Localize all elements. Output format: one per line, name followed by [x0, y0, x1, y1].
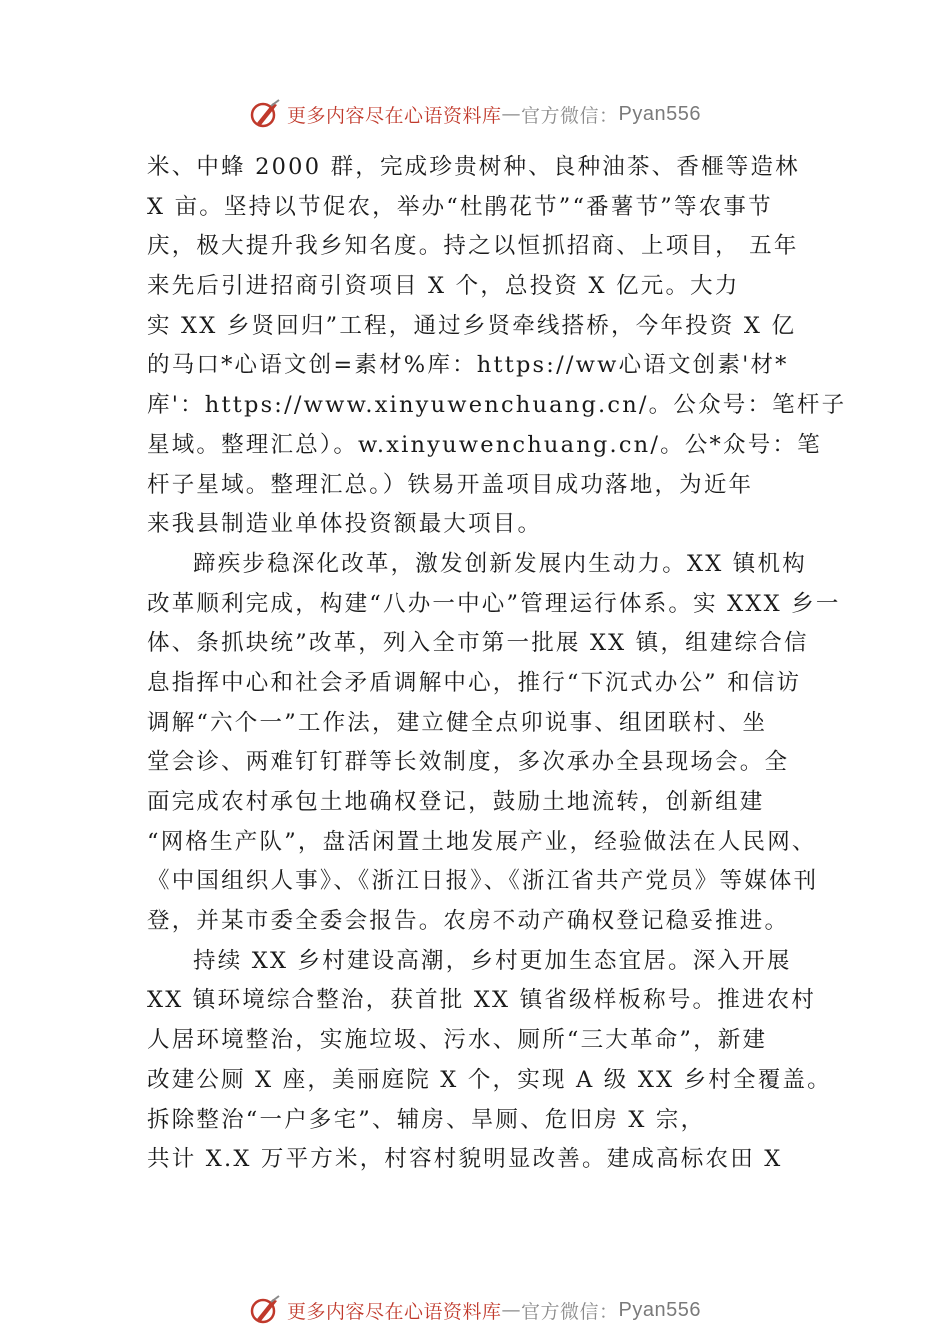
text-line: 登，并某市委全委会报告。农房不动产确权登记稳妥推进。 [147, 908, 790, 935]
text-line: 拆除整治“一户多宅”、辅房、旱厕、危旧房 X 宗， [147, 1106, 706, 1133]
header-banner [0, 94, 950, 134]
text-line: 堂会诊、两难钉钉群等长效制度，多次承办全县现场会。全 [147, 749, 790, 776]
document-body [147, 148, 847, 1180]
text-line: X 亩。坚持以节促农，举办“杜鹃花节”“番薯节”等农事节 [147, 193, 773, 220]
text-line: 改建公厕 X 座，美丽庭院 X 个，实现 A 级 XX 乡村全覆盖。 [147, 1066, 832, 1093]
footer-dash: — [501, 1299, 522, 1321]
text-line: 来我县制造业单体投资额最大项目。 [147, 511, 543, 538]
text-line: “网格生产队”，盘活闲置土地发展产业，经验做法在人民网、 [147, 828, 817, 855]
text-line: 杆子星域。整理汇总。）铁易开盖项目成功落地，为近年 [147, 471, 754, 498]
text-line: 实 XX 乡贤回归”工程，通过乡贤牵线搭桥，今年投资 X 亿 [147, 312, 797, 339]
footer-title: 更多内容尽在心语资料库 [287, 1300, 502, 1323]
header-wechat-label: 官方微信： [521, 104, 619, 127]
paragraph-start-line: 蹄疾步稳深化改革，激发创新发展内生动力。XX 镇机构 [193, 550, 807, 577]
header-title: 更多内容尽在心语资料库 [287, 104, 502, 127]
quill-logo-icon [249, 1293, 283, 1327]
text-line: 人居环境整治，实施垃圾、污水、厕所“三大革命”，新建 [147, 1027, 768, 1054]
text-line: 米、中蜂 2000 群，完成珍贵树种、良种油茶、香榧等造林 [147, 154, 800, 180]
footer-banner [0, 1290, 950, 1330]
header-wechat-id: Pyan556 [618, 102, 701, 125]
text-line: 庆，极大提升我乡知名度。持之以恒抓招商、上项目， 五年 [147, 233, 799, 260]
text-line: 息指挥中心和社会矛盾调解中心，推行“下沉式办公” 和信访 [147, 669, 802, 696]
text-line: 共计 X.X 万平方米，村容村貌明显改善。建成高标农田 X [147, 1146, 783, 1173]
text-line: 的马口*心语文创=素材%库：https://ww心语文创素'材* [147, 352, 789, 379]
text-line: 面完成农村承包土地确权登记，鼓励土地流转，创新组建 [147, 789, 765, 815]
text-line: 库'：https://www.xinyuwenchuang.cn/。公众号：笔杆子 [147, 392, 847, 419]
footer-wechat-id: Pyan556 [618, 1298, 701, 1321]
footer-wechat-label: 官方微信： [521, 1300, 619, 1323]
header-dash: — [501, 103, 522, 125]
quill-logo-icon [249, 97, 283, 131]
text-line: 调解“六个一”工作法，建立健全点卯说事、组团联村、坐 [147, 709, 768, 736]
text-line: 改革顺利完成，构建“八办一中心”管理运行体系。实 XXX 乡一 [147, 590, 841, 617]
text-line: 体、条抓块统”改革，列入全市第一批展 XX 镇，组建综合信 [147, 630, 809, 657]
paragraph-start-line: 持续 XX 乡村建设高潮，乡村更加生态宜居。深入开展 [193, 947, 792, 974]
text-line: XX 镇环境综合整治，获首批 XX 镇省级样板称号。推进农村 [147, 987, 817, 1014]
text-line: 星域。整理汇总）。w.xinyuwenchuang.cn/。公*众号：笔 [147, 431, 822, 458]
text-line: 来先后引进招商引资项目 X 个，总投资 X 亿元。大力 [147, 273, 740, 300]
text-line: 《中国组织人事》、《浙江日报》、《浙江省共产党员》等媒体刊 [147, 868, 819, 895]
